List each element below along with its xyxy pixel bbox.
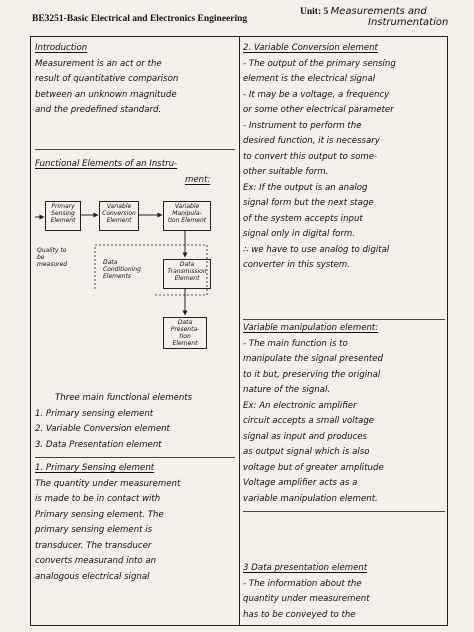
vme-line: signal as input and produces (243, 431, 368, 442)
intro-line: between an unknown magnitude (35, 89, 177, 100)
pse-line: primary sensing element is (35, 525, 153, 535)
pse-line: The quantity under measurement (35, 478, 181, 489)
three-item: 3. Data Presentation element (35, 439, 162, 450)
vme-line: variable manipulation element. (243, 493, 378, 504)
vce-line: - Instrument to perform the (243, 120, 362, 131)
rule (243, 511, 445, 512)
intro-line: Measurement is an act or the (35, 58, 162, 69)
notes-page (30, 36, 448, 626)
intro-section (35, 41, 235, 119)
variable-manipulation-box: Variable Manipula- tion Element (163, 201, 211, 231)
data-transmission-box: Data Transmission Element (163, 259, 211, 289)
vme-line: manipulate the signal presented (243, 354, 384, 364)
unit-subtitle: Instrumentation (368, 17, 449, 28)
intro-line: and the predefined standard. (35, 105, 162, 115)
rule (35, 149, 235, 150)
dpe-heading: 3 Data presentation element (243, 563, 368, 573)
vme-heading: Variable manipulation element: (243, 323, 379, 333)
intro-line: result of quantitative comparison (35, 74, 179, 84)
pse-line: is made to be in contact with (35, 494, 161, 504)
vce-line: converter in this system. (243, 260, 351, 270)
dpe-line: has to be conveyed to the (243, 609, 356, 620)
variable-conversion-box: Variable Conversion Element (99, 201, 139, 231)
vce-line: element is the electrical signal (243, 74, 376, 84)
three-elements-section (35, 391, 235, 453)
rule (243, 319, 445, 320)
data-presentation-box: Data Presenta- tion Element (163, 317, 207, 349)
pse-line: analogous electrical signal (35, 571, 150, 582)
dpe-line: - The information about the (243, 578, 362, 589)
vme-line: circuit accepts a small voltage (243, 416, 375, 426)
vme-line: as output signal which is also (243, 447, 370, 457)
variable-manipulation-section (243, 321, 445, 507)
vme-line: Ex: An electronic amplifier (243, 400, 357, 411)
vce-line: desired function, it is necessary (243, 136, 380, 146)
vme-line: voltage but of greater amplitude (243, 462, 384, 473)
primary-sensing-section (35, 461, 235, 585)
dpe-line: quantity under measurement (243, 594, 370, 604)
intro-heading: Introduction (35, 43, 88, 53)
unit-heading (300, 6, 449, 28)
vce-line: Ex: If the output is an analog (243, 182, 368, 193)
vce-heading: 2. Variable Conversion element (243, 43, 378, 53)
vce-line: ∴ we have to use analog to digital (243, 244, 390, 255)
vce-line: - It may be a voltage, a frequency (243, 89, 390, 100)
unit-number: Unit: 5 (300, 7, 329, 17)
fe-heading-line2: ment: (185, 174, 211, 185)
vce-line: signal only in digital form. (243, 229, 355, 239)
vme-line: - The main function is to (243, 338, 348, 349)
pse-line: transducer. The transducer (35, 540, 152, 551)
vce-line: or some other electrical parameter (243, 105, 394, 115)
data-conditioning-label: Data Conditioning Elements (103, 259, 141, 280)
vce-line: to convert this output to some- (243, 151, 378, 162)
three-heading: Three main functional elements (55, 393, 193, 403)
column-divider (239, 37, 240, 625)
three-item: 2. Variable Conversion element (35, 424, 170, 434)
three-item: 1. Primary sensing element (35, 408, 154, 419)
functional-elements-heading (35, 157, 235, 188)
vce-line: of the system accepts input (243, 213, 363, 224)
vme-line: Voltage amplifier acts as a (243, 478, 358, 488)
fe-heading-line1: Functional Elements of an Instru- (35, 159, 178, 169)
functional-elements-diagram (35, 187, 235, 387)
page-header (0, 0, 474, 36)
pse-heading: 1. Primary Sensing element (35, 463, 155, 473)
unit-title: Measurements and (330, 6, 427, 17)
vce-line: other suitable form. (243, 167, 329, 177)
variable-conversion-section (243, 41, 445, 274)
data-presentation-section (243, 561, 445, 623)
rule (35, 457, 235, 458)
pse-line: Primary sensing element. The (35, 509, 164, 520)
pse-line: converts measurand into an (35, 556, 157, 566)
course-title: BE3251-Basic Electrical and Electronics Engineering (32, 14, 248, 24)
vme-line: nature of the signal. (243, 385, 331, 395)
primary-sensing-box: Primary Sensing Element (45, 201, 81, 231)
input-quantity-label: Quality to be measured (37, 247, 68, 268)
vce-line: signal form but the next stage (243, 198, 374, 208)
vce-line: - The output of the primary sensing (243, 58, 396, 69)
vme-line: to it but, preserving the original (243, 369, 381, 380)
